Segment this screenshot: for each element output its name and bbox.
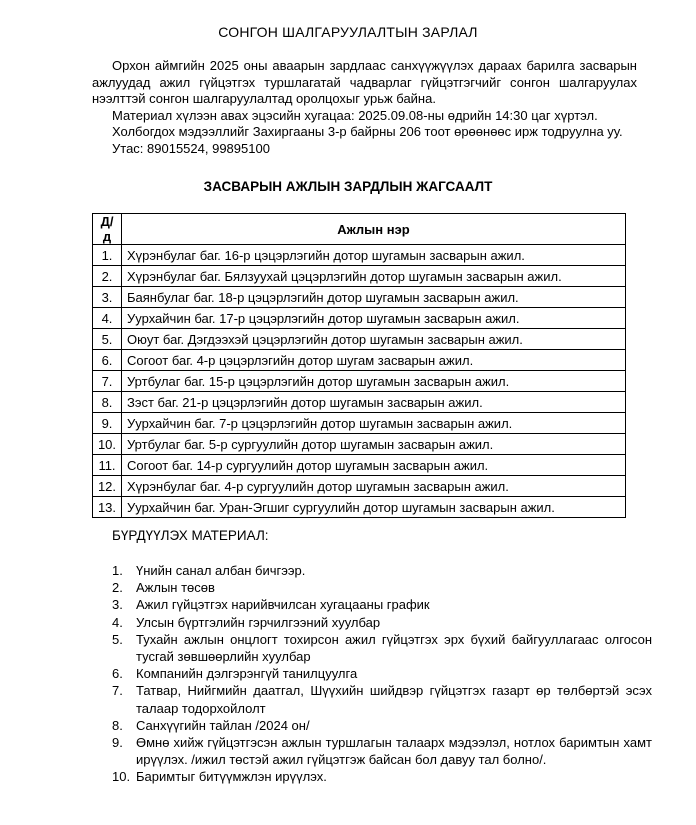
table-row (93, 392, 626, 413)
list-item (112, 682, 652, 716)
table-row (93, 413, 626, 434)
column-header-work-name: Ажлын нэр (122, 214, 626, 245)
list-item-text: Тухайн ажлын онцлогт тохирсон ажил гүйцэтгэх эрх бүхий байгууллагаас олгосон тусгай зөвшөөрлийн хуулбар (136, 631, 652, 665)
table-row (93, 329, 626, 350)
row-work-name: Согоот баг. 14-р сургуулийн дотор шугамын засварын ажил. (122, 455, 626, 476)
row-number: 9. (93, 413, 122, 434)
list-item (112, 665, 652, 682)
row-number: 10. (93, 434, 122, 455)
announcement-title: СОНГОН ШАЛГАРУУЛАЛТЫН ЗАРЛАЛ (218, 24, 478, 40)
list-item-text: Улсын бүртгэлийн гэрчилгээний хуулбар (136, 614, 381, 630)
list-item-number: 5. (112, 631, 123, 647)
list-item-number: 2. (112, 580, 123, 596)
row-work-name: Хүрэнбулаг баг. Бялзуухай цэцэрлэгийн дотор шугамын засварын ажил. (122, 266, 626, 287)
list-item (112, 768, 652, 785)
list-item-number: 3. (112, 597, 123, 613)
repair-works-table (92, 213, 626, 518)
table-row (93, 497, 626, 518)
contact-text: Холбогдох мэдээллийг Захиргааны 3-р байрны 206 тоот өрөөнөөс ирж тодруулна уу. (112, 124, 623, 139)
list-item-number: 8. (112, 717, 123, 733)
list-item-text: Санхүүгийн тайлан /2024 он/ (136, 717, 310, 733)
list-item (112, 562, 652, 579)
list-item-text: Баримтыг битүүмжлэн ирүүлэх. (136, 769, 327, 785)
list-item (112, 631, 652, 665)
row-number: 3. (93, 287, 122, 308)
row-number: 8. (93, 392, 122, 413)
row-number: 2. (93, 266, 122, 287)
row-number: 13. (93, 497, 122, 518)
table-title: ЗАСВАРЫН АЖЛЫН ЗАРДЛЫН ЖАГСААЛТ (203, 179, 493, 194)
table-row (93, 476, 626, 497)
row-number: 1. (93, 245, 122, 266)
list-item (112, 614, 652, 631)
table-row (93, 455, 626, 476)
table-header-row (93, 214, 626, 245)
row-number: 4. (93, 308, 122, 329)
row-work-name: Уурхайчин баг. 17-р цэцэрлэгийн дотор шугамын засварын ажил. (122, 308, 626, 329)
list-item-text: Үнийн санал албан бичгээр. (136, 563, 306, 578)
table-row (93, 308, 626, 329)
table-row (93, 245, 626, 266)
list-item-number: 7. (112, 683, 123, 699)
table-row (93, 266, 626, 287)
column-header-number: Д/д (93, 214, 122, 245)
list-item-text: Өмнө хийж гүйцэтгэсэн ажлын туршлагын талаарх мэдээлэл, нотлох баримтын хамт ирүүлэх. /ижил төстэй ажил гүйцэтгэж байсан бол давуу тал болно/. (136, 735, 652, 768)
table-row (93, 287, 626, 308)
list-item-number: 4. (112, 614, 123, 630)
row-work-name: Зэст баг. 21-р цэцэрлэгийн дотор шугамын засварын ажил. (122, 392, 626, 413)
list-item-number: 10. (112, 769, 131, 785)
row-number: 5. (93, 329, 122, 350)
row-work-name: Согоот баг. 4-р цэцэрлэгийн дотор шугам засварын ажил. (122, 350, 626, 371)
row-number: 6. (93, 350, 122, 371)
row-work-name: Уурхайчин баг. Уран-Эгшиг сургуулийн дотор шугамын засварын ажил. (122, 497, 626, 518)
row-work-name: Уртбулаг баг. 15-р цэцэрлэгийн дотор шугамын засварын ажил. (122, 371, 626, 392)
row-work-name: Хүрэнбулаг баг. 16-р цэцэрлэгийн дотор шугамын засварын ажил. (122, 245, 626, 266)
table-row (93, 434, 626, 455)
intro-paragraph: Орхон аймгийн 2025 оны аваарын зардлаас санхүүжүүлэх дараах барилга засварын ажлуудад ажил гүйцэтгэх туршлагатай чадварлаг гүйцэтгэгчийг сонгон шалгаруулах нээлттэй сонгон шалгаруулалтад оролцохыг урьж байна. (92, 58, 637, 106)
row-work-name: Оюут баг. Дэгдээхэй цэцэрлэгийн дотор шугамын засварын ажил. (122, 329, 626, 350)
list-item-text: Компанийн дэлгэрэнгүй танилцуулга (136, 666, 358, 682)
list-item-number: 6. (112, 666, 123, 682)
materials-title: БҮРДҮҮЛЭХ МАТЕРИАЛ: (112, 528, 269, 543)
intro-section (92, 58, 637, 157)
list-item-text: Ажил гүйцэтгэх нарийвчилсан хугацааны график (136, 597, 430, 613)
list-item-number: 9. (112, 735, 123, 751)
materials-list (112, 562, 652, 786)
phone-text: Утас: 89015524, 99895100 (112, 140, 270, 156)
list-item (112, 717, 652, 734)
list-item-text: Ажлын төсөв (136, 580, 215, 596)
list-item (112, 596, 652, 613)
row-number: 11. (93, 455, 122, 476)
table-row (93, 350, 626, 371)
row-work-name: Уурхайчин баг. 7-р цэцэрлэгийн дотор шугамын засварын ажил. (122, 413, 626, 434)
row-work-name: Баянбулаг баг. 18-р цэцэрлэгийн дотор шугамын засварын ажил. (122, 287, 626, 308)
list-item-number: 1. (112, 563, 123, 578)
table-row (93, 371, 626, 392)
row-work-name: Уртбулаг баг. 5-р сургуулийн дотор шугамын засварын ажил. (122, 434, 626, 455)
row-number: 7. (93, 371, 122, 392)
row-work-name: Хүрэнбулаг баг. 4-р сургуулийн дотор шугамын засварын ажил. (122, 476, 626, 497)
row-number: 12. (93, 476, 122, 497)
list-item-text: Татвар, Нийгмийн даатгал, Шүүхийн шийдвэр гүйцэтгэх газарт өр төлбөртэй эсэх талаар тодорхойлолт (136, 683, 652, 716)
list-item (112, 734, 652, 768)
list-item (112, 579, 652, 596)
deadline-text: Материал хүлээн авах эцэсийн хугацаа: 2025.09.08-ны өдрийн 14:30 цаг хүртэл. (112, 107, 598, 123)
